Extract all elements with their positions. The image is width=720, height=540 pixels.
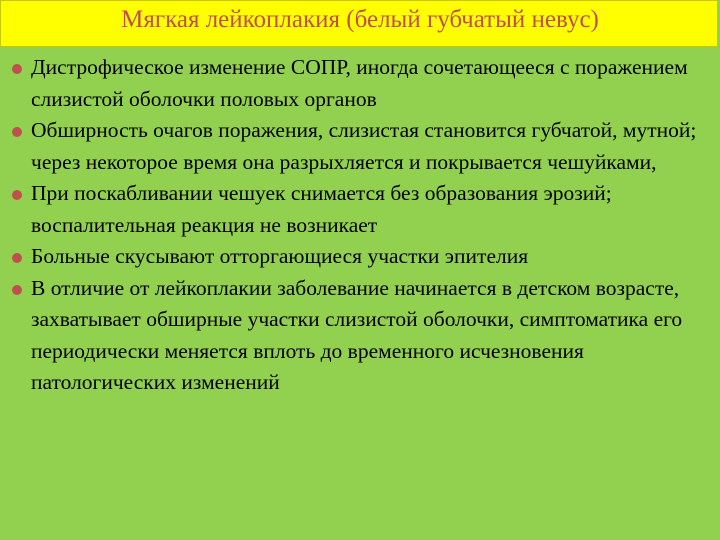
bullet-dot-icon [12, 127, 22, 137]
bullet-dot-icon [12, 64, 22, 74]
bullet-item [10, 178, 710, 241]
bullet-item [10, 273, 710, 399]
bullet-list [10, 52, 710, 399]
bullet-text: В отличие от лейкоплакии заболевание начинается в детском возрасте, захватывает обширные участки слизистой оболочки, симптоматика его периодически меняется вплоть до временного исчезновения патологических изменений [31, 275, 683, 394]
bullet-text: При поскабливании чешуек снимается без образования эрозий; воспалительная реакция не возникает [31, 181, 612, 237]
bullet-text: Больные скусывают отторгающиеся участки эпителия [31, 244, 529, 268]
bullet-dot-icon [12, 190, 22, 200]
bullet-text: Обширность очагов поражения, слизистая становится губчатой, мутной; через некоторое время она разрыхляется и покрывается чешуйками, [31, 118, 697, 174]
bullet-item [10, 241, 710, 273]
bullet-dot-icon [12, 253, 22, 263]
bullet-item [10, 52, 710, 115]
slide-title: Мягкая лейкоплакия (белый губчатый невус) [121, 6, 599, 33]
bullet-dot-icon [12, 285, 22, 295]
bullet-item [10, 115, 710, 178]
bullet-text: Дистрофическое изменение СОПР, иногда сочетающееся с поражением слизистой оболочки половых органов [31, 55, 688, 111]
